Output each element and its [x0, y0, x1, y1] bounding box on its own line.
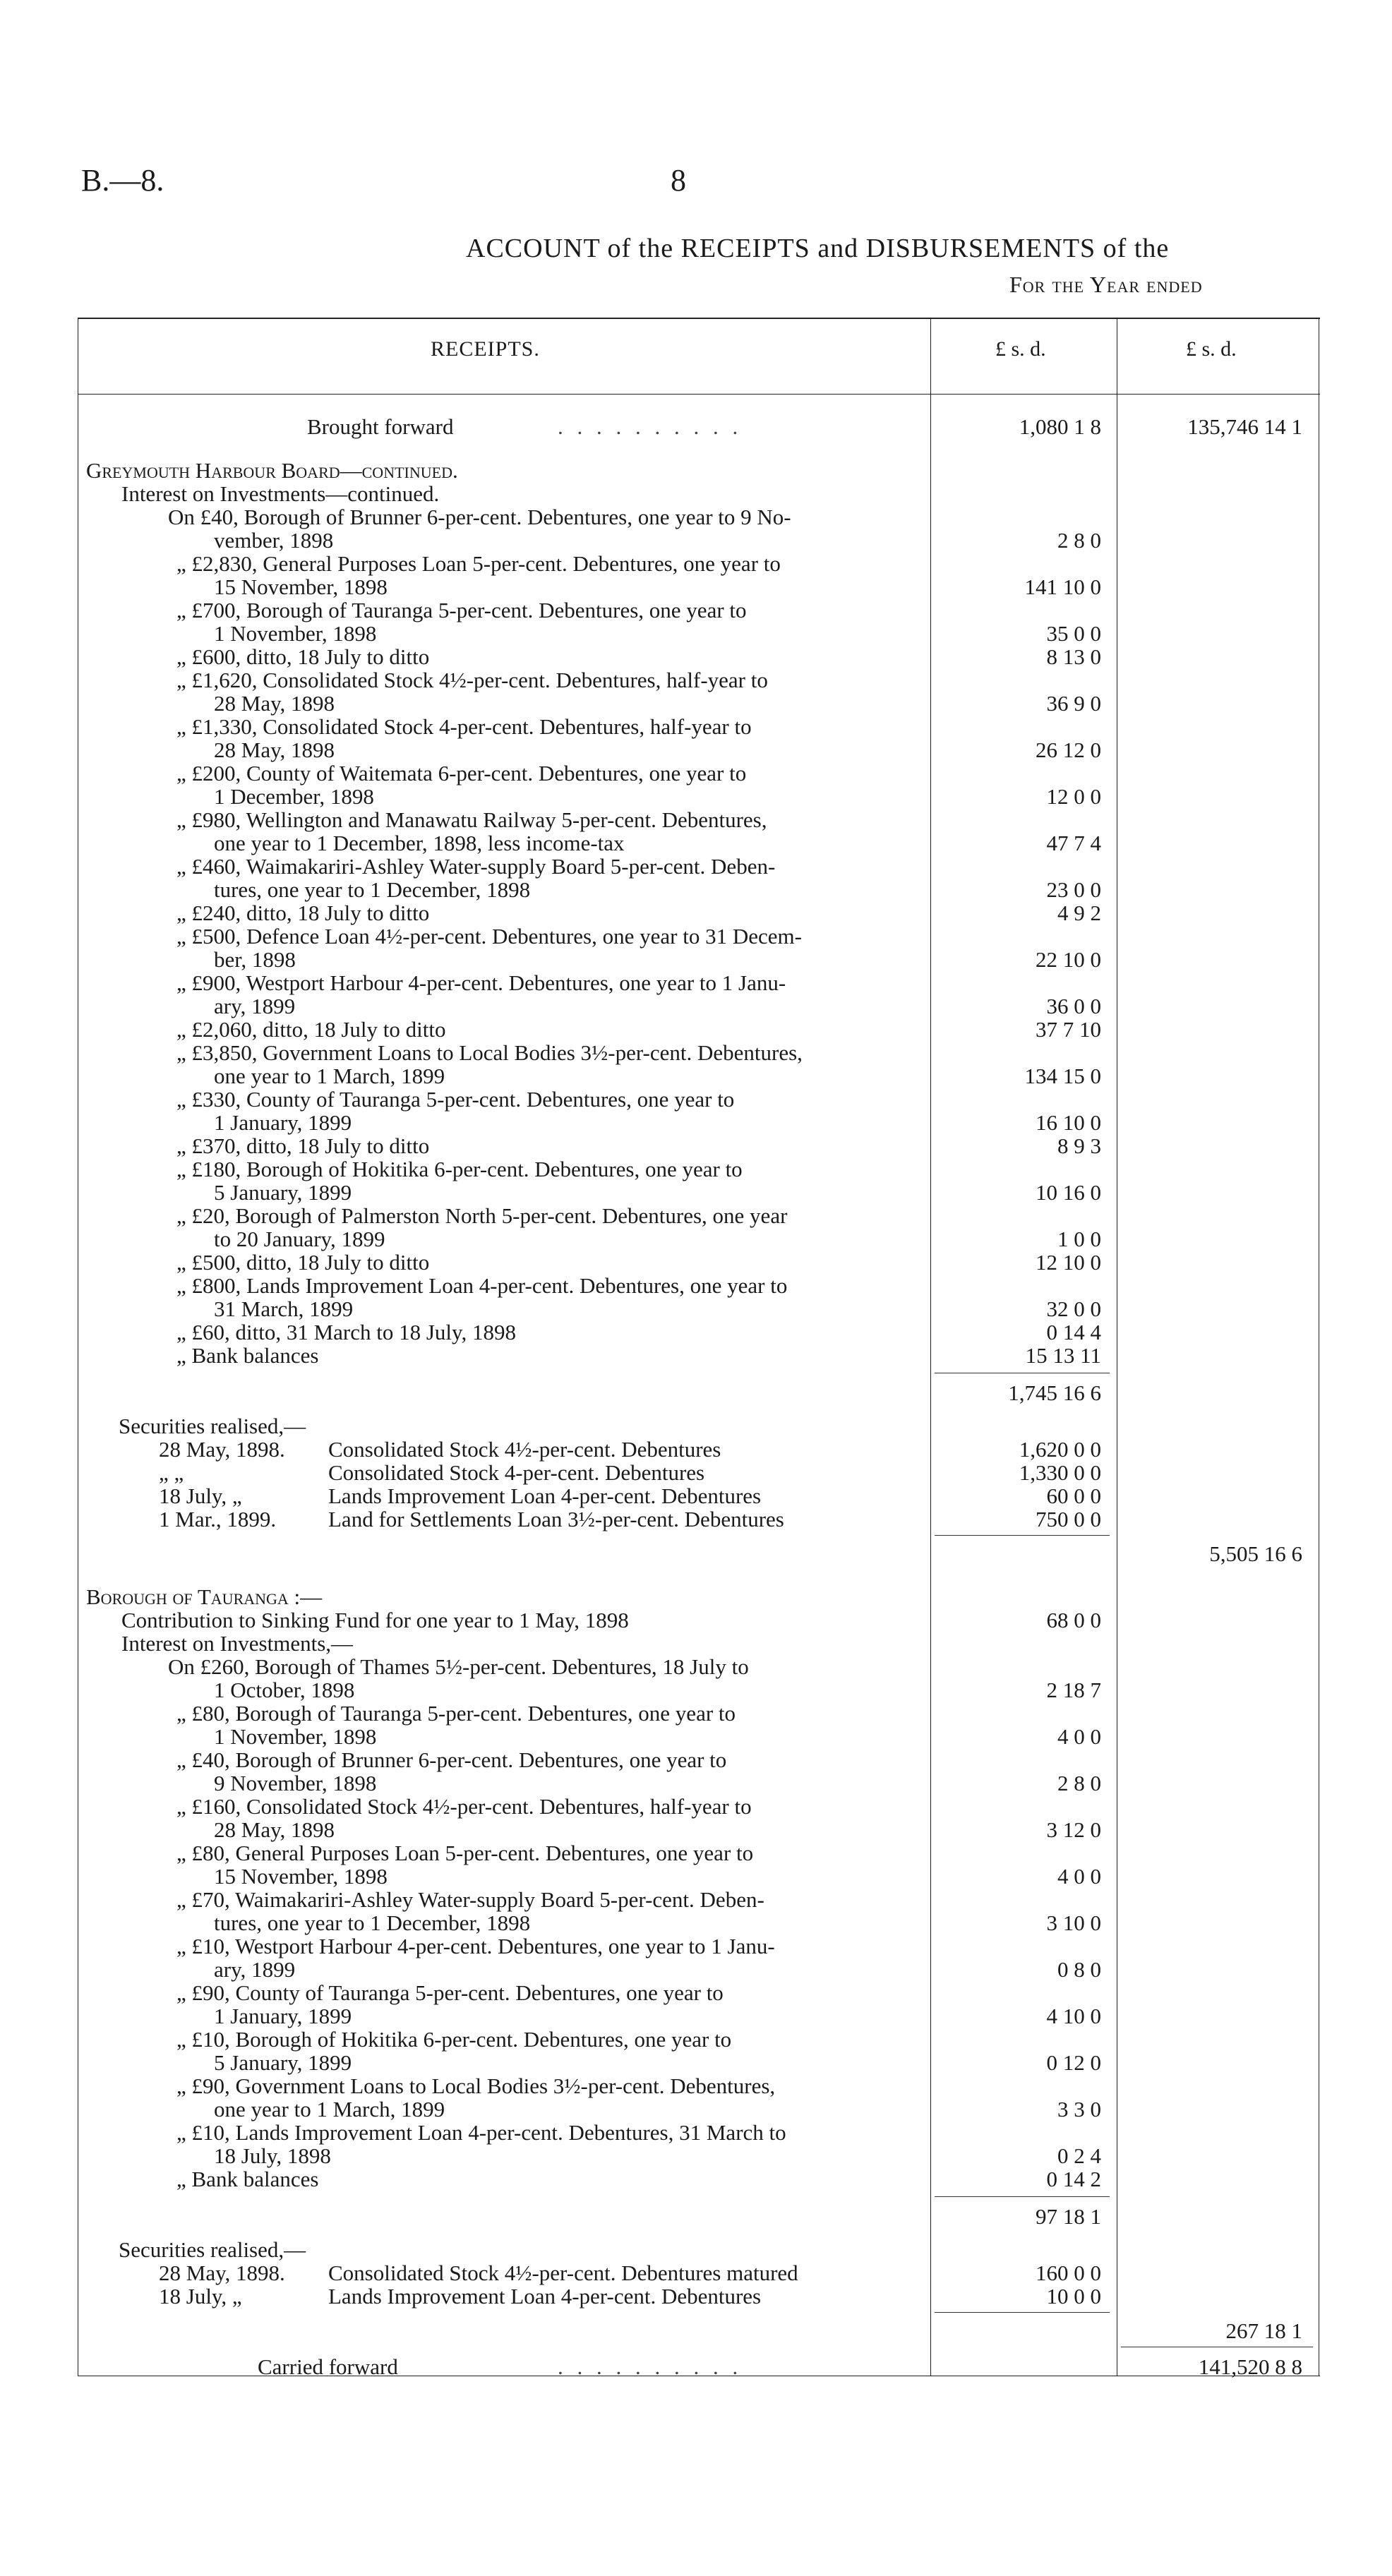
- list-item-continuation: 1 November, 1898: [214, 1724, 377, 1749]
- list-item: „ £90, Government Loans to Local Bodies 3½-per-cent. Debentures,: [176, 2074, 776, 2098]
- list-item: „ £500, Defence Loan 4½-per-cent. Debentures, one year to 31 Decem-: [176, 924, 802, 949]
- securities-date: 28 May, 1898.: [159, 1437, 285, 1462]
- list-item-amount: 35 0 0: [1046, 621, 1101, 646]
- list-item-continuation: one year to 1 December, 1898, less income-tax: [214, 831, 625, 855]
- column-header-receipts: RECEIPTS.: [431, 337, 540, 361]
- list-item-amount: 0 14 2: [1046, 2167, 1101, 2191]
- list-item-continuation: 1 January, 1899: [214, 1110, 352, 1135]
- list-item: „ £330, County of Tauranga 5-per-cent. Debentures, one year to: [176, 1087, 735, 1112]
- list-item: „ £500, ditto, 18 July to ditto: [176, 1250, 430, 1275]
- list-item-continuation: 9 November, 1898: [214, 1771, 377, 1795]
- list-item-continuation: ber, 1898: [214, 947, 296, 972]
- list-item: „ £370, ditto, 18 July to ditto: [176, 1133, 430, 1158]
- list-item-amount: 4 0 0: [1057, 1724, 1101, 1749]
- list-item: „ Bank balances: [176, 2167, 319, 2191]
- list-item-amount: 4 9 2: [1057, 901, 1101, 925]
- list-item-amount: 3 10 0: [1046, 1910, 1101, 1935]
- list-item: „ Bank balances: [176, 1343, 319, 1368]
- list-item: „ £90, County of Tauranga 5-per-cent. Debentures, one year to: [176, 1980, 724, 2005]
- list-item-continuation: 1 December, 1898: [214, 784, 374, 809]
- brought-forward-label: Brought forward: [307, 414, 454, 439]
- greymouth-total-rule: [935, 1535, 1110, 1536]
- page-title: ACCOUNT of the RECEIPTS and DISBURSEMENTS of the: [466, 234, 1170, 263]
- list-item-continuation: one year to 1 March, 1899: [214, 2097, 445, 2121]
- list-item-amount: 16 10 0: [1036, 1110, 1101, 1135]
- list-item-amount: 2 8 0: [1057, 1771, 1101, 1795]
- list-item-amount: 12 10 0: [1036, 1250, 1101, 1275]
- list-item: „ £980, Wellington and Manawatu Railway 5-per-cent. Debentures,: [176, 807, 767, 832]
- list-item-amount: 3 3 0: [1057, 2097, 1101, 2121]
- securities-amount: 750 0 0: [1036, 1507, 1101, 1531]
- page-number: 8: [671, 163, 686, 198]
- carried-forward-amount-2: 141,520 8 8: [1198, 2354, 1302, 2379]
- list-item-continuation: 28 May, 1898: [214, 691, 335, 716]
- list-item-amount: 4 10 0: [1046, 2004, 1101, 2028]
- list-item: „ £10, Westport Harbour 4-per-cent. Debentures, one year to 1 Janu-: [176, 1934, 775, 1958]
- table-header-rule: [78, 394, 1320, 395]
- list-item-continuation: 15 November, 1898: [214, 1864, 388, 1889]
- list-item-continuation: ary, 1899: [214, 994, 296, 1018]
- list-item: „ £1,330, Consolidated Stock 4-per-cent. Debentures, half-year to: [176, 714, 752, 739]
- list-item-amount: 37 7 10: [1036, 1017, 1101, 1042]
- page-subtitle: For the Year ended: [1009, 272, 1203, 297]
- list-item-amount: 2 18 7: [1046, 1678, 1101, 1702]
- securities-amount: 1,330 0 0: [1019, 1460, 1101, 1485]
- list-item-amount: 47 7 4: [1046, 831, 1101, 855]
- securities-description: Land for Settlements Loan 3½-per-cent. Debentures: [328, 1507, 784, 1531]
- list-item: „ £700, Borough of Tauranga 5-per-cent. Debentures, one year to: [176, 598, 747, 622]
- list-item-continuation: vember, 1898: [214, 528, 334, 553]
- list-item: „ £70, Waimakariri-Ashley Water-supply Board 5-per-cent. Deben-: [176, 1887, 764, 1912]
- list-item-amount: 23 0 0: [1046, 877, 1101, 902]
- securities-date: 18 July, „: [159, 1483, 242, 1508]
- list-item-continuation: 1 October, 1898: [214, 1678, 355, 1702]
- list-item-amount: 1 0 0: [1057, 1227, 1101, 1251]
- carried-forward-label: Carried forward: [258, 2354, 398, 2379]
- list-item: „ £2,830, General Purposes Loan 5-per-cent. Debentures, one year to: [176, 551, 781, 576]
- list-item-continuation: tures, one year to 1 December, 1898: [214, 1910, 531, 1935]
- securities-description: Lands Improvement Loan 4-per-cent. Debentures: [328, 1483, 762, 1508]
- list-item-continuation: to 20 January, 1899: [214, 1227, 385, 1251]
- list-item-continuation: 18 July, 1898: [214, 2143, 331, 2168]
- list-item: „ £60, ditto, 31 March to 18 July, 1898: [176, 1320, 517, 1344]
- list-item: „ £10, Lands Improvement Loan 4-per-cent. Debentures, 31 March to: [176, 2120, 786, 2145]
- list-item-amount: 3 12 0: [1046, 1817, 1101, 1842]
- list-item-amount: 0 12 0: [1046, 2050, 1101, 2075]
- securities-date: 1 Mar., 1899.: [159, 1507, 277, 1531]
- greymouth-total: 5,505 16 6: [1209, 1541, 1302, 1566]
- tauranga-heading: Borough of Tauranga :—: [86, 1584, 323, 1609]
- dot-leader: . . . . . . . . . .: [558, 2354, 743, 2379]
- list-item: „ £900, Westport Harbour 4-per-cent. Debentures, one year to 1 Janu-: [176, 970, 786, 995]
- brought-forward-amount-2: 135,746 14 1: [1187, 414, 1302, 439]
- tauranga-total-rule: [935, 2312, 1110, 2313]
- column-header-amount-1: £ s. d.: [995, 337, 1046, 361]
- list-item-amount: 4 0 0: [1057, 1864, 1101, 1889]
- list-item-amount: 2 8 0: [1057, 528, 1101, 553]
- securities-date: 28 May, 1898.: [159, 2261, 285, 2285]
- list-item-amount: 32 0 0: [1046, 1296, 1101, 1321]
- list-item-amount: 22 10 0: [1036, 947, 1101, 972]
- tauranga-contribution-label: Contribution to Sinking Fund for one year to 1 May, 1898: [121, 1608, 629, 1632]
- list-item: „ £80, Borough of Tauranga 5-per-cent. Debentures, one year to: [176, 1701, 736, 1726]
- list-item: „ £40, Borough of Brunner 6-per-cent. Debentures, one year to: [176, 1747, 727, 1772]
- list-item-amount: 36 0 0: [1046, 994, 1101, 1018]
- list-item-continuation: one year to 1 March, 1899: [214, 1064, 445, 1088]
- list-item-continuation: 1 January, 1899: [214, 2004, 352, 2028]
- list-item: „ £80, General Purposes Loan 5-per-cent. Debentures, one year to: [176, 1841, 754, 1865]
- securities-date: 18 July, „: [159, 2284, 242, 2309]
- list-item-amount: 141 10 0: [1024, 574, 1101, 599]
- greymouth-heading: Greymouth Harbour Board—continued.: [86, 458, 458, 483]
- list-item-continuation: 28 May, 1898: [214, 738, 335, 762]
- list-item-amount: 8 9 3: [1057, 1133, 1101, 1158]
- securities-description: Lands Improvement Loan 4-per-cent. Debentures: [328, 2284, 762, 2309]
- tauranga-interest-heading: Interest on Investments,—: [121, 1631, 354, 1656]
- list-item: „ £460, Waimakariri-Ashley Water-supply Board 5-per-cent. Deben-: [176, 854, 776, 879]
- list-item: „ £600, ditto, 18 July to ditto: [176, 644, 430, 669]
- securities-amount: 160 0 0: [1036, 2261, 1101, 2285]
- list-item: „ £20, Borough of Palmerston North 5-per-cent. Debentures, one year: [176, 1203, 788, 1228]
- list-item: „ £800, Lands Improvement Loan 4-per-cent. Debentures, one year to: [176, 1273, 788, 1298]
- list-item: „ £3,850, Government Loans to Local Bodies 3½-per-cent. Debentures,: [176, 1040, 803, 1065]
- tauranga-total: 267 18 1: [1225, 2318, 1302, 2343]
- tauranga-subtotal: 97 18 1: [1036, 2204, 1101, 2229]
- column-divider-1: [930, 318, 931, 2376]
- tauranga-securities-heading: Securities realised,—: [119, 2237, 306, 2262]
- page-reference: B.—8.: [81, 163, 164, 198]
- tauranga-contribution-amount: 68 0 0: [1046, 1608, 1101, 1632]
- list-item: „ £180, Borough of Hokitika 6-per-cent. Debentures, one year to: [176, 1157, 743, 1181]
- greymouth-subtotal: 1,745 16 6: [1008, 1380, 1101, 1405]
- list-item-amount: 0 14 4: [1046, 1320, 1101, 1344]
- securities-description: Consolidated Stock 4½-per-cent. Debentures: [328, 1437, 721, 1462]
- list-item: „ £200, County of Waitemata 6-per-cent. Debentures, one year to: [176, 761, 747, 786]
- list-item: „ £160, Consolidated Stock 4½-per-cent. Debentures, half-year to: [176, 1794, 752, 1819]
- list-item-amount: 15 13 11: [1025, 1343, 1101, 1368]
- list-item-amount: 36 9 0: [1046, 691, 1101, 716]
- list-item: On £260, Borough of Thames 5½-per-cent. Debentures, 18 July to: [168, 1654, 749, 1679]
- column-header-amount-2: £ s. d.: [1186, 337, 1237, 361]
- list-item-continuation: 28 May, 1898: [214, 1817, 335, 1842]
- securities-date: „ „: [159, 1460, 184, 1485]
- securities-amount: 1,620 0 0: [1019, 1437, 1101, 1462]
- list-item-amount: 10 16 0: [1036, 1180, 1101, 1205]
- list-item-amount: 26 12 0: [1036, 738, 1101, 762]
- list-item-continuation: 31 March, 1899: [214, 1296, 354, 1321]
- greymouth-securities-heading: Securities realised,—: [119, 1414, 306, 1438]
- list-item-amount: 134 15 0: [1024, 1064, 1101, 1088]
- securities-amount: 60 0 0: [1046, 1483, 1101, 1508]
- list-item-continuation: tures, one year to 1 December, 1898: [214, 877, 531, 902]
- list-item-amount: 0 8 0: [1057, 1957, 1101, 1982]
- list-item-continuation: 15 November, 1898: [214, 574, 388, 599]
- list-item: „ £10, Borough of Hokitika 6-per-cent. Debentures, one year to: [176, 2027, 732, 2052]
- tauranga-subtotal-rule: [935, 2196, 1110, 2197]
- list-item: On £40, Borough of Brunner 6-per-cent. Debentures, one year to 9 No-: [168, 505, 791, 529]
- list-item: „ £240, ditto, 18 July to ditto: [176, 901, 430, 925]
- list-item-continuation: 1 November, 1898: [214, 621, 377, 646]
- list-item-continuation: 5 January, 1899: [214, 1180, 352, 1205]
- greymouth-interest-heading: Interest on Investments—continued.: [121, 481, 440, 506]
- list-item-continuation: ary, 1899: [214, 1957, 296, 1982]
- securities-description: Consolidated Stock 4½-per-cent. Debentures matured: [328, 2261, 798, 2285]
- brought-forward-amount-1: 1,080 1 8: [1019, 414, 1101, 439]
- securities-description: Consolidated Stock 4-per-cent. Debentures: [328, 1460, 705, 1485]
- table-top-rule: [78, 318, 1320, 319]
- list-item-amount: 12 0 0: [1046, 784, 1101, 809]
- dot-leader: . . . . . . . . . .: [558, 414, 743, 439]
- list-item: „ £1,620, Consolidated Stock 4½-per-cent. Debentures, half-year to: [176, 668, 768, 692]
- list-item-amount: 8 13 0: [1046, 644, 1101, 669]
- list-item: „ £2,060, ditto, 18 July to ditto: [176, 1017, 446, 1042]
- list-item-continuation: 5 January, 1899: [214, 2050, 352, 2075]
- securities-amount: 10 0 0: [1046, 2284, 1101, 2309]
- list-item-amount: 0 2 4: [1057, 2143, 1101, 2168]
